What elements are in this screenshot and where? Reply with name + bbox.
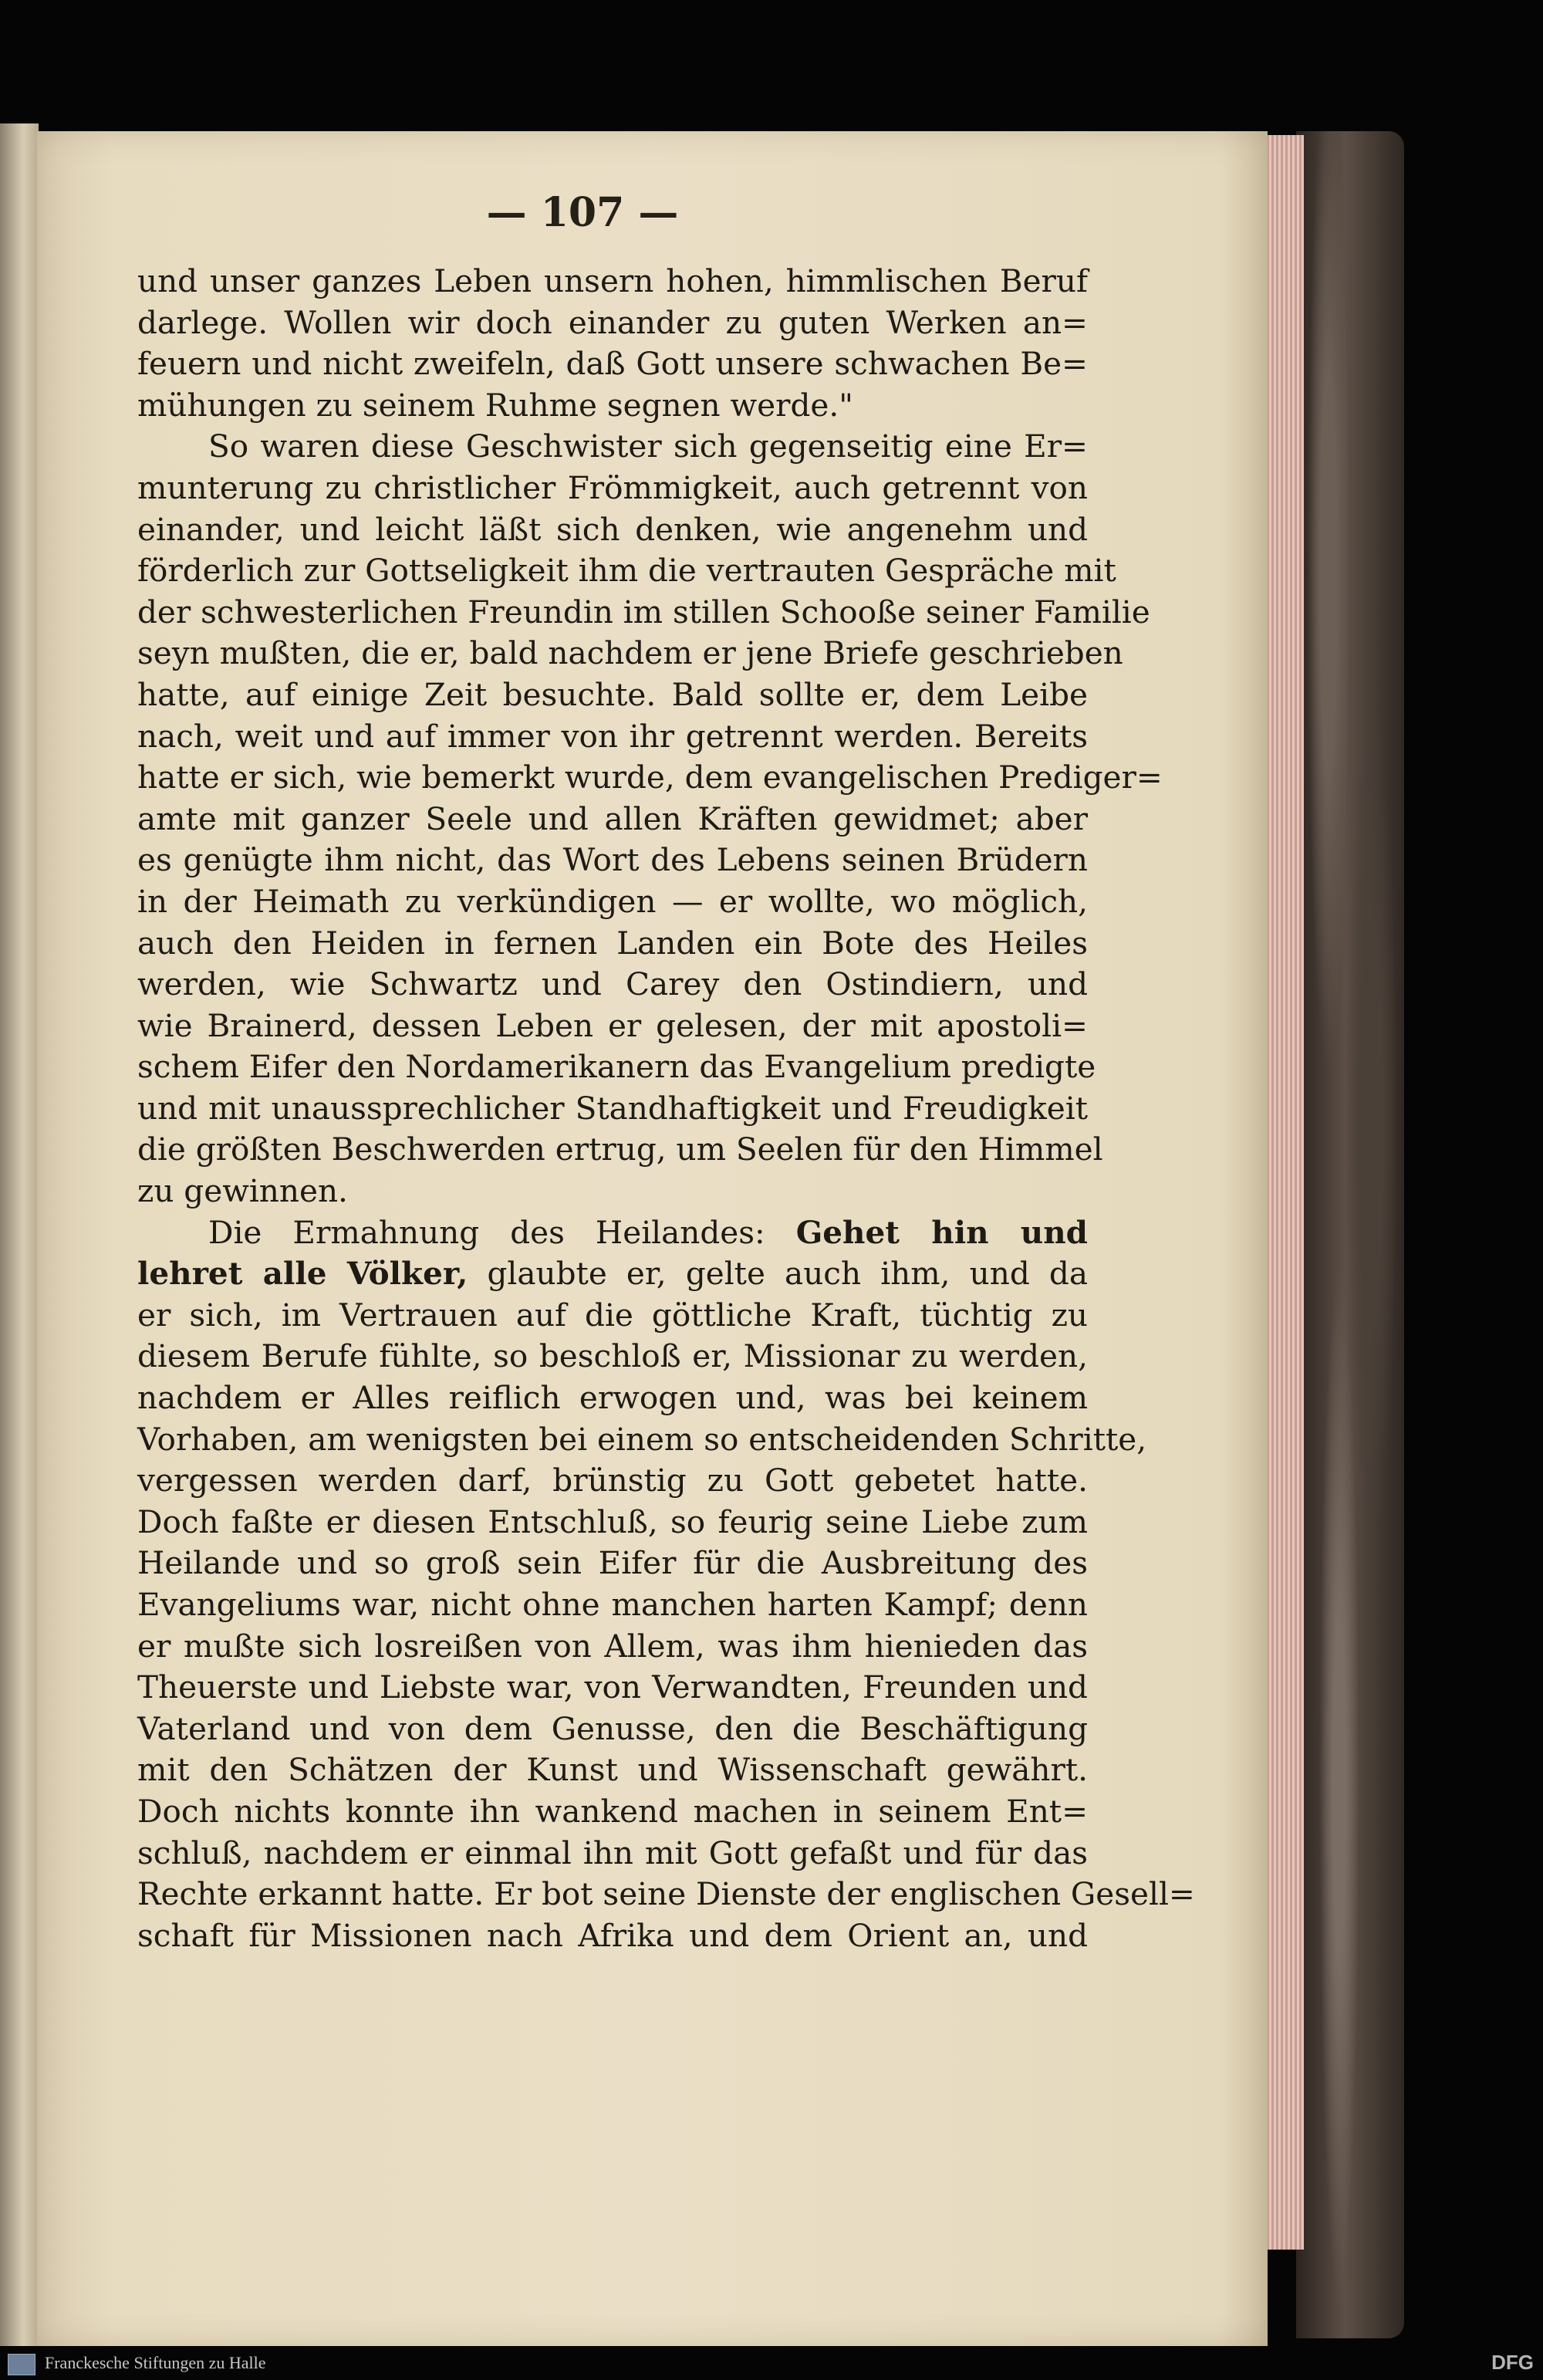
text-run: Die Ermahnung des Heilandes:	[208, 1213, 796, 1251]
text-line: werden, wie Schwartz und Carey den Ostindiern, und	[137, 965, 1088, 1003]
text-line: der schwesterlichen Freundin im stillen Schooße seiner Familie	[137, 593, 1150, 630]
adjacent-page-edge	[0, 123, 39, 2346]
text-line: mühungen zu seinem Ruhme segnen werde."	[137, 386, 853, 424]
text-line: munterung zu christlicher Frömmigkeit, auch getrennt von	[137, 468, 1088, 506]
text-line: zu gewinnen.	[137, 1172, 348, 1210]
text-line: mit den Schätzen der Kunst und Wissenschaft gewährt.	[137, 1751, 1088, 1789]
text-line: Rechte erkannt hatte. Er bot seine Dienste der englischen Gesell=	[137, 1875, 1195, 1913]
institution-credit: Franckesche Stiftungen zu Halle	[45, 2353, 266, 2372]
text-line: die größten Beschwerden ertrug, um Seelen für den Himmel	[137, 1131, 1103, 1168]
text-line: er mußte sich losreißen von Allem, was ihm hienieden das	[137, 1627, 1088, 1665]
text-line: Heilande und so groß sein Eifer für die Ausbreitung des	[137, 1544, 1088, 1582]
text-line: So waren diese Geschwister sich gegenseitig eine Er=	[208, 428, 1088, 465]
dfg-logo: DFG	[1491, 2351, 1534, 2374]
text-line: Vorhaben, am wenigsten bei einem so entscheidenden Schritte,	[137, 1420, 1147, 1458]
text-line	[137, 1212, 1088, 1254]
text-line: hatte, auf einige Zeit besuchte. Bald sollte er, dem Leibe	[137, 675, 1088, 713]
text-line: und unser ganzes Leben unsern hohen, himmlischen Beruf	[137, 262, 1088, 299]
text-run: glaubte er, gelte auch ihm, und da	[468, 1255, 1088, 1293]
text-line	[137, 1253, 1088, 1295]
text-line: nachdem er Alles reiflich erwogen und, was bei keinem	[137, 1379, 1088, 1417]
page-number: — 107 —	[486, 189, 679, 236]
text-line: vergessen werden darf, brünstig zu Gott gebetet hatte.	[137, 1462, 1088, 1499]
emphasized-text: Gehet hin und	[795, 1213, 1088, 1251]
text-line: es genügte ihm nicht, das Wort des Lebens seinen Brüdern	[137, 841, 1088, 879]
text-line: Doch faßte er diesen Entschluß, so feurig seine Liebe zum	[137, 1503, 1088, 1540]
text-line: amte mit ganzer Seele und allen Kräften gewidmet; aber	[137, 800, 1088, 837]
text-line: auch den Heiden in fernen Landen ein Bote des Heiles	[137, 924, 1088, 962]
text-line: schluß, nachdem er einmal ihn mit Gott gefaßt und für das	[137, 1834, 1088, 1871]
text-line: seyn mußten, die er, bald nachdem er jene Briefe geschrieben	[137, 634, 1123, 672]
text-line: in der Heimath zu verkündigen — er wollte, wo möglich,	[137, 882, 1088, 920]
text-line: förderlich zur Gottseligkeit ihm die vertrauten Gespräche mit	[137, 552, 1116, 590]
text-line: schem Eifer den Nordamerikanern das Evangelium predigte	[137, 1048, 1096, 1086]
text-line: diesem Berufe fühlte, so beschloß er, Missionar zu werden,	[137, 1337, 1088, 1375]
text-line: Vaterland und von dem Genusse, den die Beschäftigung	[137, 1709, 1088, 1747]
emphasized-text: lehret alle Völker,	[137, 1255, 468, 1293]
text-line: er sich, im Vertrauen auf die göttliche Kraft, tüchtig zu	[137, 1296, 1088, 1334]
text-line: Evangeliums war, nicht ohne manchen harten Kampf; denn	[137, 1586, 1088, 1623]
text-line: hatte er sich, wie bemerkt wurde, dem evangelischen Prediger=	[137, 759, 1163, 796]
body-text	[137, 261, 1195, 1956]
text-line: und mit unaussprechlicher Standhaftigkeit und Freudigkeit	[137, 1089, 1088, 1127]
text-line: Theuerste und Liebste war, von Verwandten, Freunden und	[137, 1668, 1088, 1706]
text-line: nach, weit und auf immer von ihr getrennt werden. Bereits	[137, 717, 1088, 755]
text-line: feuern und nicht zweifeln, daß Gott unsere schwachen Be=	[137, 345, 1088, 383]
marbled-book-cover	[1296, 131, 1404, 2338]
text-line: einander, und leicht läßt sich denken, wie angenehm und	[137, 510, 1088, 548]
text-line: schaft für Missionen nach Afrika und dem Orient an, und	[137, 1916, 1088, 1954]
text-line: Doch nichts konnte ihn wankend machen in seinem Ent=	[137, 1792, 1088, 1830]
text-line: darlege. Wollen wir doch einander zu guten Werken an=	[137, 303, 1088, 341]
text-line: wie Brainerd, dessen Leben er gelesen, der mit apostoli=	[137, 1006, 1088, 1044]
institution-logo	[8, 2354, 35, 2375]
